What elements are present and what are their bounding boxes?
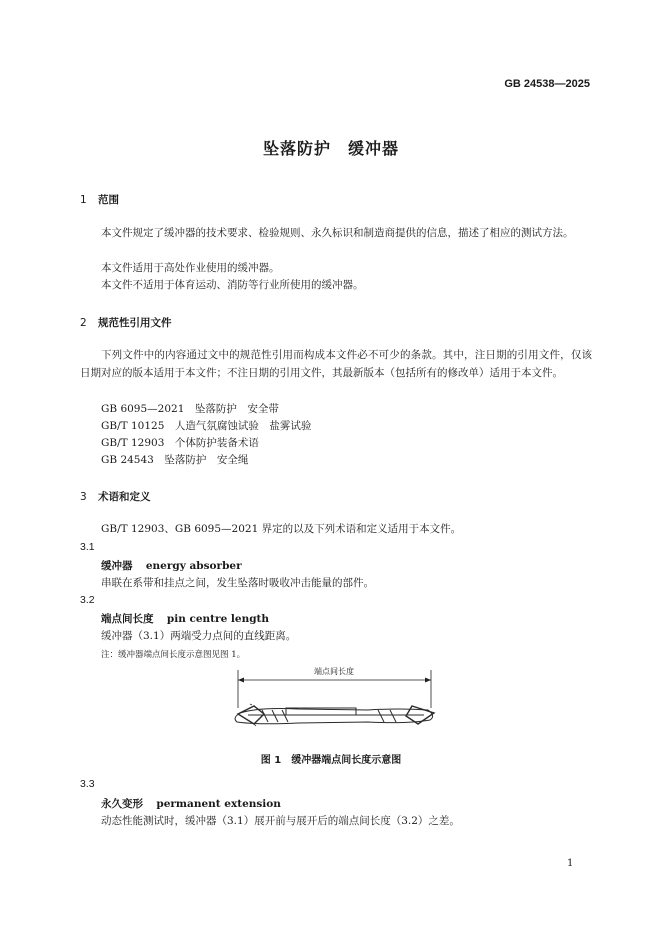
term-heading: 端点间长度 pin centre length xyxy=(101,613,270,625)
standard-number: GB 24538—2025 xyxy=(504,78,590,90)
scope-paragraph-3: 本文件不适用于体育运动、消防等行业所使用的缓冲器。 xyxy=(101,279,364,291)
reference-item: GB 24543 坠落防护 安全绳 xyxy=(101,454,249,466)
webbing-folds-right xyxy=(378,710,396,722)
reference-item: GB/T 12903 个体防护装备术语 xyxy=(101,437,259,449)
dimension-arrow-right xyxy=(425,678,431,683)
term-definition: 缓冲器（3.1）两端受力点间的直线距离。 xyxy=(101,630,297,642)
normative-intro: 下列文件中的内容通过文中的规范性引用而构成本文件必不可少的条款。其中，注日期的引用文件，仅该日期对应的版本适用于本文件；不注日期的引用文件，其最新版本（包括所有的修改单）适用于本文件。 xyxy=(80,349,592,379)
reference-item: GB 6095—2021 坠落防护 安全带 xyxy=(101,403,279,415)
page-title: 坠落防护 缓冲器 xyxy=(262,139,399,158)
figure-caption: 图 1 缓冲器端点间长度示意图 xyxy=(260,755,402,766)
term-heading: 永久变形 permanent extension xyxy=(101,798,281,810)
term-definition: 串联在系带和挂点之间，发生坠落时吸收冲击能量的部件。 xyxy=(101,577,374,589)
scope-paragraph-1: 本文件规定了缓冲器的技术要求、检验规则、永久标识和制造商提供的信息，描述了相应的测试方法。 xyxy=(101,227,574,239)
term-number: 3.2 xyxy=(80,594,95,606)
section-heading-scope: 1 范围 xyxy=(80,194,119,206)
section-heading-terms: 3 术语和定义 xyxy=(80,491,151,503)
term-number: 3.3 xyxy=(80,778,95,790)
dimension-label: 端点间长度 xyxy=(314,667,354,676)
term-note: 注：缓冲器端点间长度示意图见图 1。 xyxy=(101,650,246,660)
page-number: 1 xyxy=(567,858,574,869)
scope-paragraph-2: 本文件适用于高处作业使用的缓冲器。 xyxy=(101,262,280,274)
dimension-arrow-left xyxy=(238,678,244,683)
terms-intro: GB/T 12903、GB 6095—2021 界定的以及下列术语和定义适用于本文件。 xyxy=(101,523,462,535)
reference-item: GB/T 10125 人造气氛腐蚀试验 盐雾试验 xyxy=(101,420,312,432)
term-number: 3.1 xyxy=(80,541,95,553)
webbing-folds-left xyxy=(262,710,288,722)
section-heading-normative: 2 规范性引用文件 xyxy=(80,317,172,329)
term-definition: 动态性能测试时，缓冲器（3.1）展开前与展开后的端点间长度（3.2）之差。 xyxy=(101,815,460,827)
term-heading: 缓冲器 energy absorber xyxy=(101,560,242,572)
energy-absorber-figure xyxy=(228,662,438,742)
